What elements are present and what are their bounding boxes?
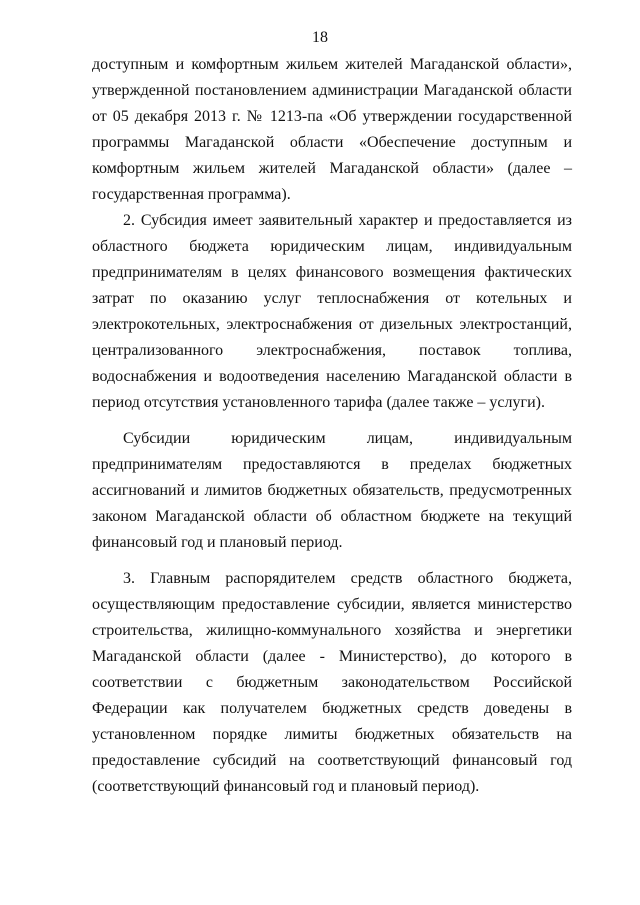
paragraph-2-subsidy-nature: 2. Субсидия имеет заявительный характер и предоставляется из областного бюджета юридическим лицам, индивидуальным предпринимателям в целях финансового возмещения фактических затрат по оказанию услуг теплоснабжения от котельных и электрокотельных, электроснабжения от дизельных электростанций, централизованного электроснабжения, поставок топлива, водоснабжения и водоотведения населению Магаданской области в период отсутствия установленного тарифа (далее также – услуги). <box>92 212 572 411</box>
paragraph-subsidy-limits: Субсидии юридическим лицам, индивидуальным предпринимателям предоставляются в пределах бюджетных ассигнований и лимитов бюджетных обязательств, предусмотренных законом Магаданской области об областном бюджете на текущий финансовый год и плановый период. <box>92 430 572 551</box>
document-body <box>92 52 572 800</box>
paragraph-3-main-manager: 3. Главным распорядителем средств областного бюджета, осуществляющим предоставление субсидии, является министерство строительства, жилищно-коммунального хозяйства и энергетики Магаданской области (далее - Министерство), до которого в соответствии с бюджетным законодательством Российской Федерации как получателем бюджетных средств доведены в установленном порядке лимиты бюджетных обязательств на предоставление субсидий на соответствующий финансовый год (соответствующий финансовый год и плановый период). <box>92 570 572 795</box>
paragraph-continuation: доступным и комфортным жильем жителей Магаданской области», утвержденной постановлением администрации Магаданской области от 05 декабря 2013 г. № 1213-па «Об утверждении государственной программы Магаданской области «Обеспечение доступным и комфортным жильем жителей Магаданской области» (далее – государственная программа). <box>92 56 572 203</box>
page-number: 18 <box>312 29 328 46</box>
